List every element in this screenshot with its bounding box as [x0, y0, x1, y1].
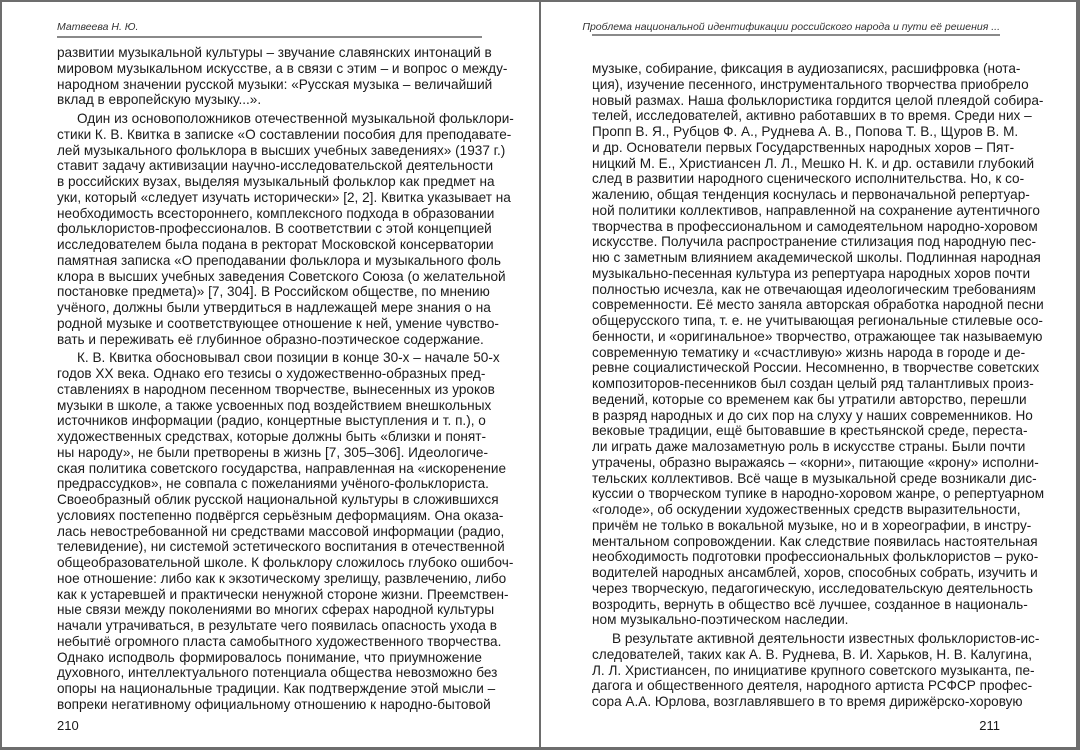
- text-line: Пропп В. Я., Рубцов Ф. А., Руднева А. В., Попова Т. В., Щуров В. М.: [592, 124, 1019, 139]
- paragraph: [57, 45, 508, 108]
- text-line: вековые традиции, ещё бытовавшие в крестьянской среде, переста-: [592, 423, 1028, 439]
- text-line: след в развитии народного сценического исполнительства. Но, к со-: [592, 171, 1025, 187]
- text-line: ное отношение: либо как к экзотическому зрелищу, развлечению, либо: [57, 570, 507, 586]
- text-line: начали утрачиваться, в результате чего появилась опасность ухода в: [57, 618, 497, 633]
- text-line: общеобразовательной школе. К фольклору сложилось глубоко ошибоч-: [57, 555, 514, 570]
- text-line: композиторов-песенников был создан целый ряд талантливых произ-: [592, 376, 1034, 391]
- text-line: жалению, общая тенденция коснулась и первоначальной репертуар-: [592, 187, 1030, 202]
- text-line: «голоде», об оскудении художественных средств выразительности,: [592, 502, 1021, 517]
- text-line: Своеобразный облик русской национальной культуры в сложившихся: [57, 492, 499, 507]
- text-line: ведений, которые со временем как бы утратили авторство, перешли: [592, 391, 1027, 407]
- header-rule: [57, 36, 482, 38]
- text-line: родной музыке и соответствующее отношение к ней, умение чувство-: [57, 315, 499, 331]
- text-line: В результате активной деятельности известных фольклористов-ис-: [612, 631, 1040, 646]
- text-line: развитии музыкальной культуры – звучание славянских интонаций в: [57, 45, 492, 60]
- text-line: ницкий М. Е., Христиансен Л. Л., Мешко Н. К. и др. оставили глубокий: [592, 155, 1035, 171]
- text-line: дагога и общественного деятеля, народного артиста РСФСР профес-: [592, 678, 1033, 694]
- left-page: [2, 2, 539, 747]
- page-number: 211: [979, 718, 1000, 733]
- text-line: ной политики коллективов, направленной на сохранение аутентичного: [592, 202, 1040, 218]
- text-line: лась невостребованной ни средствами массовой информации (радио,: [57, 523, 505, 539]
- text-line: утрачены, образно выражаясь – «корни», питающие «крону» исполни-: [592, 454, 1039, 470]
- text-line: следователей, таких как А. В. Руднева, В. И. Харьков, Н. В. Калугина,: [592, 646, 1032, 662]
- text-line: музыке, собирание, фиксация в аудиозаписях, расшифровка (нота-: [592, 61, 1021, 76]
- text-line: К. В. Квитка обосновывал свои позиции в конце 30-х – начале 50-х: [77, 350, 500, 366]
- text-line: учёного, должны были утвердиться в надлежащей мере знания о на: [57, 300, 491, 315]
- text-line: тельских коллективов. Всё чаще в музыкальной среде возникали дис-: [592, 470, 1037, 486]
- text-line: стики К. В. Квитка в записке «О составлении пособия для преподавате-: [57, 126, 512, 142]
- right-page: [541, 2, 1076, 747]
- text-line: памятная записка «О преподавании фольклора и музыкального фоль: [57, 252, 501, 268]
- text-line: ном музыкально-поэтическом наследии.: [592, 612, 849, 628]
- running-head-title: Проблема национальной идентификации российского народа и пути её решения ...: [582, 21, 1000, 33]
- paragraph: [592, 61, 1045, 628]
- text-line: Однако исподволь формировалось понимание, что приумножение: [57, 649, 482, 665]
- text-line: Л. Л. Христиансен, по инициативе крупного советского музыканта, пе-: [592, 662, 1035, 678]
- text-line: вклад в европейскую музыку...».: [57, 92, 262, 108]
- text-line: искусстве. Получила распространение стилизация под народную пес-: [592, 234, 1037, 250]
- text-line: ставлениях в народном песенном творчестве, вынесенных из уроков: [57, 381, 495, 397]
- text-line: уки, который «следует изучать исторически» [2, 2]. Квитка указывает на: [57, 189, 511, 205]
- text-line: предрассудков», не совпала с пожеланиями учёного-фольклориста.: [57, 476, 489, 492]
- text-line: общерусского типа, т. е. не учитывающая региональные стилевые осо-: [592, 313, 1043, 328]
- text-line: творчества в профессиональном и самодеятельном народно-хоровом: [592, 218, 1038, 234]
- text-line: источников информации (радио, концертные выступления и т. п.), о: [57, 413, 486, 429]
- text-line: опоры на национальные традиции. Как подтверждение этой мысли –: [57, 681, 496, 696]
- text-line: телей, исследователей, активно работавших в то время. Среди них –: [592, 108, 1032, 124]
- text-line: ция), изучение песенного, инструментального творчества приобрело: [592, 76, 1029, 92]
- header-rule: [592, 34, 1000, 36]
- text-line: ская политика советского государства, направленная на «искоренение: [57, 460, 507, 476]
- text-line: современности. Её место заняла авторская обработка народной песни: [592, 297, 1044, 313]
- text-line: ли играть даже малозаметную роль в искусстве страны. Были почти: [592, 439, 1026, 454]
- paragraph: [57, 111, 514, 347]
- text-line: годов XX века. Однако его тезисы о художественно-образных пред-: [57, 366, 486, 381]
- text-line: водителей народных ансамблей, хоров, способных собрать, изучить и: [592, 565, 1038, 580]
- paragraph: [592, 631, 1040, 710]
- text-line: народном значении русской музыки: «Русская музыка – величайший: [57, 76, 493, 92]
- text-line: телевидение), ни системой эстетического воспитания в отечественной: [57, 539, 505, 555]
- page-number: 210: [57, 718, 79, 733]
- text-line: вопреки негативному официальному отношению к народно-бытовой: [57, 696, 491, 712]
- text-line: клора в высших учебных заведения Советского Союза (о желательной: [57, 268, 506, 284]
- text-line: Один из основоположников отечественной музыкальной фольклори-: [77, 111, 514, 126]
- text-line: возродить, вернуть в общество всё лучшее, созданное в националь-: [592, 596, 1028, 612]
- text-line: вать и переживать её глубинное образно-поэтическое содержание.: [57, 331, 484, 347]
- text-line: и др. Основатели первых Государственных народных хоров – Пят-: [592, 139, 1015, 155]
- paragraph: [57, 350, 514, 712]
- text-line: причём не только в вокальной музыке, но и в хореографии, в инстру-: [592, 517, 1032, 533]
- text-line: лей музыкального фольклора в высших учебных заведениях» (1937 г.): [57, 142, 506, 158]
- text-line: ню с заметным влиянием академической школы. Подлинная народная: [592, 250, 1041, 265]
- text-line: художественных средствах, которые должны быть «близки и понят-: [57, 429, 486, 444]
- text-line: ные связи между поколениями во многих сферах народной культуры: [57, 602, 495, 618]
- text-line: необходимость подготовки профессиональных фольклористов – руко-: [592, 549, 1039, 565]
- text-line: в российских вузах, выделяя музыкальный фольклор как предмет на: [57, 174, 495, 189]
- text-line: небытиё огромного пласта самобытного художественного творчества.: [57, 633, 502, 649]
- text-line: необходимость всестороннего, комплексного подхода в образовании: [57, 205, 495, 221]
- left-body-text: [57, 45, 514, 716]
- text-line: бенности, и «оригинальное» творчество, отражающее так называемую: [592, 328, 1043, 344]
- text-line: фольклористов-профессионалов. В соответствии с этой концепцией: [57, 221, 492, 237]
- text-line: через творческую, педагогическую, исследовательскую деятельность: [592, 580, 1033, 596]
- text-line: музыки в школе, а также усвоенных под воздействием внешкольных: [57, 397, 492, 413]
- text-line: сора А.А. Юрлова, возглавлявшего в то время дирижёрско-хоровую: [592, 694, 1023, 709]
- text-line: исследователем была подана в ректорат Московской консерватории: [57, 237, 494, 252]
- text-line: постановке предмета)» [7, 304]. В Российском обществе, по мнению: [57, 284, 490, 300]
- text-line: ставит задачу активизации научно-исследовательской деятельности: [57, 158, 494, 174]
- text-line: духовного, интеллектуального потенциала общества невозможно без: [57, 665, 498, 681]
- text-line: ментальном сопровождении. Как следствие появилась настоятельная: [592, 533, 1038, 549]
- text-line: новый размах. Наша фольклористика гордится целой плеядой собира-: [592, 92, 1044, 108]
- text-line: в разряд народных и до сих пор на слуху у наших современников. Но: [592, 407, 1033, 423]
- right-body-text: [592, 61, 1045, 713]
- text-line: полностью исчезла, как не отвечающая идеологическим требованиям: [592, 281, 1036, 297]
- text-line: ны народу», не были претворены в жизнь [7, 305–306]. Идеологиче-: [57, 444, 489, 460]
- text-line: как к устаревшей и практически ненужной стороне жизни. Преемствен-: [57, 586, 509, 602]
- text-line: куссии о творческом тупике в народно-хоровом жанре, о репертуарном: [592, 486, 1045, 502]
- text-line: музыкально-песенная культура из репертуара народных хоров почти: [592, 265, 1031, 281]
- text-line: мировом музыкальном искусстве, а в связи с этим – и вопрос о между-: [57, 60, 508, 76]
- running-head-author: Матвеева Н. Ю.: [57, 21, 139, 33]
- text-line: ревне социалистической России. Несомненно, в творчестве советских: [592, 360, 1040, 376]
- text-line: современную тематику и «счастливую» жизнь народа в городе и де-: [592, 344, 1026, 360]
- text-line: условиях постепенно подвёргся серьёзным деформациям. Она оказа-: [57, 507, 504, 523]
